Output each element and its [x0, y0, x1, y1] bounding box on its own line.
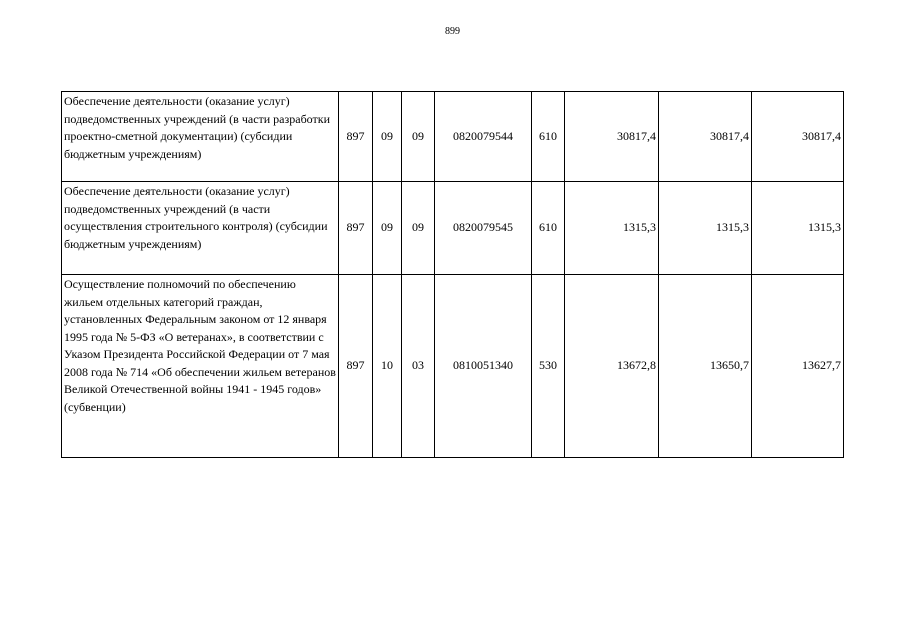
section-code-cell: 09: [373, 182, 402, 275]
page-number: 899: [445, 26, 460, 37]
target-article-cell: 0810051340: [435, 275, 532, 458]
subsection-code-cell: 03: [402, 275, 435, 458]
target-article-cell: 0820079545: [435, 182, 532, 275]
amount-cell-1: 30817,4: [565, 92, 659, 182]
amount-cell-2: 1315,3: [659, 182, 752, 275]
amount-cell-1: 1315,3: [565, 182, 659, 275]
table-row: [62, 182, 844, 275]
amount-cell-3: 13627,7: [752, 275, 844, 458]
amount-cell-2: 30817,4: [659, 92, 752, 182]
table-row: [62, 92, 844, 182]
amount-cell-3: 1315,3: [752, 182, 844, 275]
expense-type-cell: 610: [532, 92, 565, 182]
ministry-code-cell: 897: [339, 182, 373, 275]
subsection-code-cell: 09: [402, 182, 435, 275]
amount-cell-2: 13650,7: [659, 275, 752, 458]
table-row: [62, 275, 844, 458]
amount-cell-3: 30817,4: [752, 92, 844, 182]
amount-cell-1: 13672,8: [565, 275, 659, 458]
row-description: Обеспечение деятельности (оказание услуг) подведомственных учреждений (в части разработки проектно-сметной документации) (субсидии бюджетным учреждениям): [62, 92, 339, 182]
ministry-code-cell: 897: [339, 275, 373, 458]
target-article-cell: 0820079544: [435, 92, 532, 182]
section-code-cell: 10: [373, 275, 402, 458]
ministry-code-cell: 897: [339, 92, 373, 182]
subsection-code-cell: 09: [402, 92, 435, 182]
row-description: Осуществление полномочий по обеспечению жильем отдельных категорий граждан, установленных Федеральным законом от 12 января 1995 года № 5-ФЗ «О ветеранах», в соответствии с Указом Президента Российской Федерации от 7 мая 2008 года № 714 «Об обеспечении жильем ветеранов Великой Отечественной войны 1941 - 1945 годов» (субвенции): [62, 275, 339, 458]
expense-type-cell: 530: [532, 275, 565, 458]
section-code-cell: 09: [373, 92, 402, 182]
expense-type-cell: 610: [532, 182, 565, 275]
row-description: Обеспечение деятельности (оказание услуг) подведомственных учреждений (в части осуществления строительного контроля) (субсидии бюджетным учреждениям): [62, 182, 339, 275]
budget-table: [61, 91, 844, 458]
